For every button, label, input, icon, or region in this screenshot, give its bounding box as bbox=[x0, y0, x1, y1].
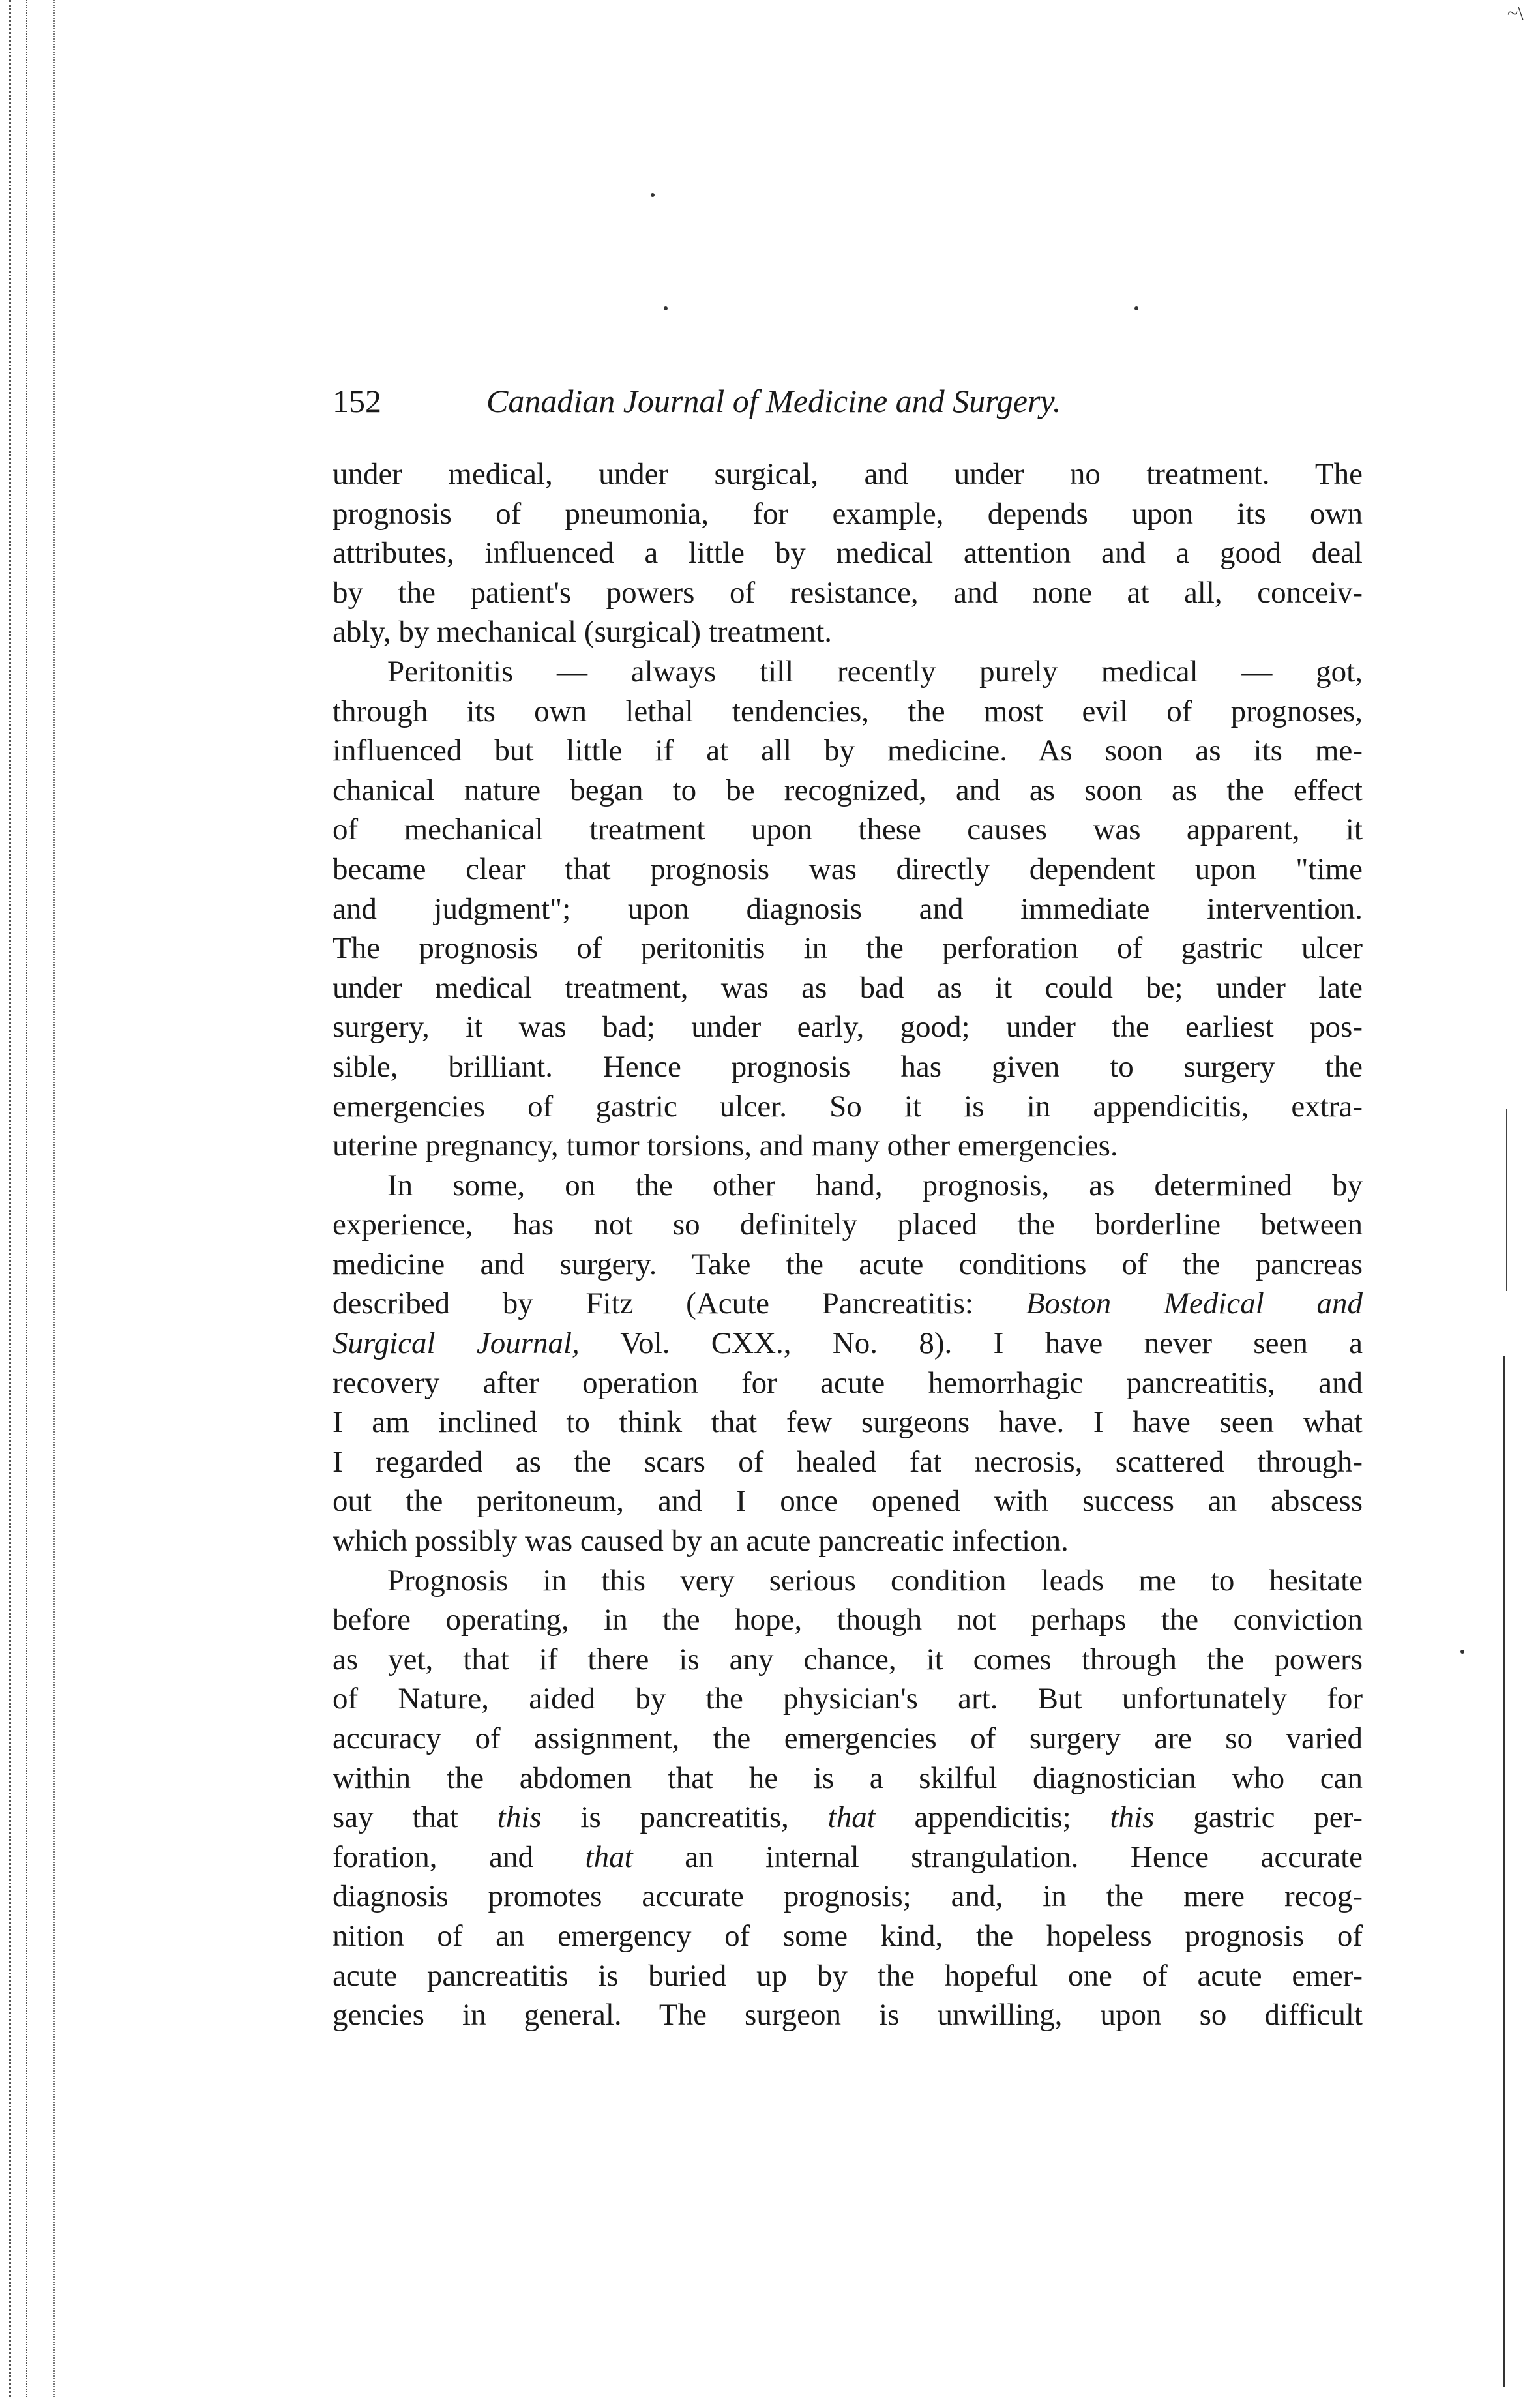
text-line: chanical nature began to be recognized, and as soon as the effect bbox=[333, 773, 1363, 807]
paragraph bbox=[333, 454, 1363, 652]
running-title: Canadian Journal of Medicine and Surgery. bbox=[486, 383, 1061, 419]
scan-edge-mark bbox=[1503, 1356, 1505, 2387]
text-line: attributes, influenced a little by medical attention and a good deal bbox=[333, 536, 1363, 571]
text-line: I regarded as the scars of healed fat necrosis, scattered through- bbox=[333, 1444, 1363, 1479]
text-line: recovery after operation for acute hemorrhagic pancreatitis, and bbox=[333, 1365, 1363, 1400]
text-line: through its own lethal tendencies, the most evil of prognoses, bbox=[333, 694, 1363, 728]
text-line: prognosis of pneumonia, for example, depends upon its own bbox=[333, 496, 1363, 531]
text-line: The prognosis of peritonitis in the perforation of gastric ulcer bbox=[333, 931, 1363, 966]
page-header bbox=[333, 378, 1363, 424]
scan-gutter-artifact bbox=[9, 0, 11, 2397]
text-line: and judgment"; upon diagnosis and immediate intervention. bbox=[333, 891, 1363, 926]
scan-edge-mark bbox=[1506, 1109, 1507, 1291]
text-line: by the patient's powers of resistance, and none at all, conceiv- bbox=[333, 575, 1363, 610]
text-line: I am inclined to think that few surgeons have. I have seen what bbox=[333, 1405, 1363, 1440]
text-line: diagnosis promotes accurate prognosis; and, in the mere recog- bbox=[333, 1879, 1363, 1914]
scan-speck bbox=[651, 193, 655, 197]
text-line: influenced but little if at all by medicine. As soon as its me- bbox=[333, 734, 1363, 768]
text-line: within the abdomen that he is a skilful diagnostician who can bbox=[333, 1761, 1363, 1795]
text-line: under medical, under surgical, and under no treatment. The bbox=[333, 457, 1363, 491]
page-number: 152 bbox=[333, 383, 381, 419]
text-line: sible, brilliant. Hence prognosis has given to surgery the bbox=[333, 1049, 1363, 1084]
paragraph bbox=[333, 1561, 1363, 2035]
text-line: experience, has not so definitely placed the borderline between bbox=[333, 1208, 1363, 1242]
scan-speck bbox=[664, 306, 668, 310]
text-line: ably, by mechanical (surgical) treatment. bbox=[333, 615, 833, 649]
scan-speck bbox=[1134, 306, 1138, 310]
text-line: accuracy of assignment, the emergencies of surgery are so varied bbox=[333, 1721, 1363, 1755]
text-line: under medical treatment, was as bad as it could be; under late bbox=[333, 970, 1363, 1005]
text-line: out the peritoneum, and I once opened with success an abscess bbox=[333, 1484, 1363, 1519]
text-line: nition of an emergency of some kind, the hopeless prognosis of bbox=[333, 1918, 1363, 1953]
text-line: say that this is pancreatitis, that appendicitis; this gastric per- bbox=[333, 1800, 1363, 1835]
scan-speck bbox=[1460, 1650, 1464, 1654]
text-line: In some, on the other hand, prognosis, as determined by bbox=[387, 1168, 1363, 1202]
scan-gutter-artifact bbox=[26, 0, 27, 2397]
text-line: as yet, that if there is any chance, it comes through the powers bbox=[333, 1642, 1363, 1676]
text-line: of mechanical treatment upon these causes was apparent, it bbox=[333, 812, 1363, 847]
text-line: uterine pregnancy, tumor torsions, and many other emergencies. bbox=[333, 1129, 1118, 1163]
paragraph bbox=[333, 652, 1363, 1166]
text-line: Prognosis in this very serious condition leads me to hesitate bbox=[387, 1563, 1363, 1598]
scan-gutter-artifact bbox=[53, 0, 55, 2397]
text-line: of Nature, aided by the physician's art. But unfortunately for bbox=[333, 1682, 1363, 1716]
text-line: medicine and surgery. Take the acute conditions of the pancreas bbox=[333, 1247, 1363, 1281]
text-line: Peritonitis — always till recently purely medical — got, bbox=[387, 654, 1363, 689]
article-body bbox=[333, 454, 1363, 2035]
text-line: acute pancreatitis is buried up by the hopeful one of acute emer- bbox=[333, 1958, 1363, 1993]
text-line: described by Fitz (Acute Pancreatitis: Boston Medical and bbox=[333, 1287, 1363, 1321]
corner-mark: ~\ bbox=[1507, 3, 1524, 24]
text-line: which possibly was caused by an acute pancreatic infection. bbox=[333, 1524, 1069, 1558]
paragraph bbox=[333, 1166, 1363, 1561]
text-line: gencies in general. The surgeon is unwilling, upon so difficult bbox=[333, 1998, 1363, 2032]
text-line: became clear that prognosis was directly dependent upon "time bbox=[333, 852, 1363, 886]
text-line: surgery, it was bad; under early, good; under the earliest pos- bbox=[333, 1010, 1363, 1045]
text-line: before operating, in the hope, though not perhaps the conviction bbox=[333, 1603, 1363, 1637]
text-line: emergencies of gastric ulcer. So it is in appendicitis, extra- bbox=[333, 1089, 1363, 1124]
text-line: Surgical Journal, Vol. CXX., No. 8). I have never seen a bbox=[333, 1326, 1363, 1361]
text-line: foration, and that an internal strangulation. Hence accurate bbox=[333, 1839, 1363, 1874]
